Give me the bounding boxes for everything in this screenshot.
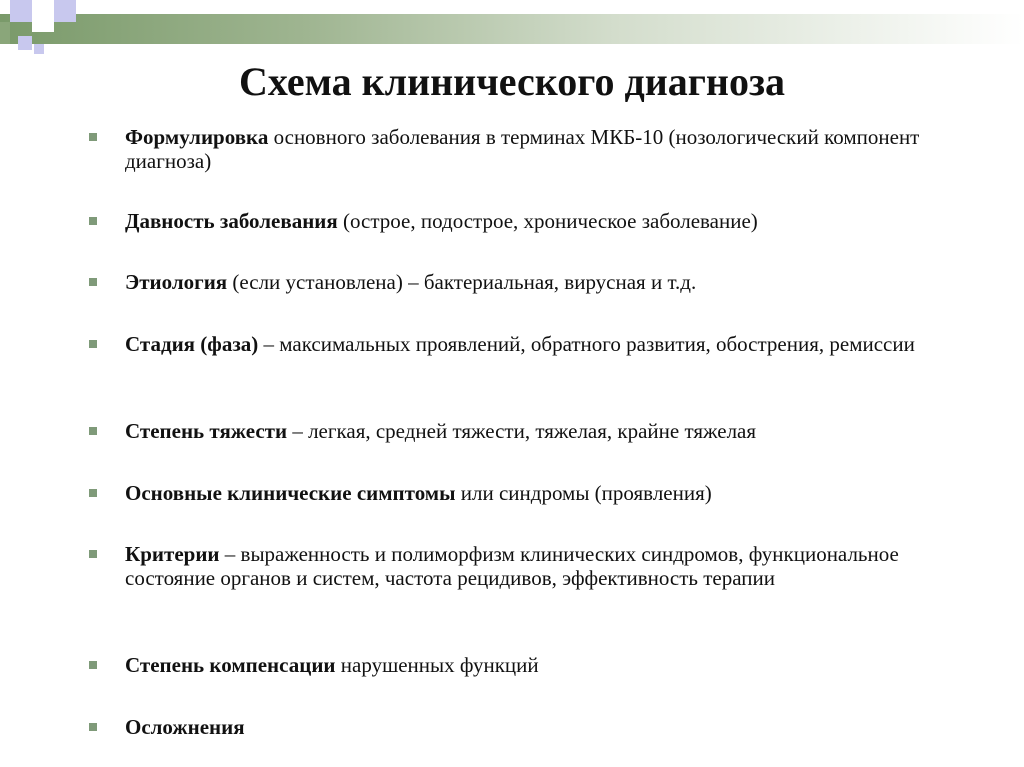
bullet-item	[89, 270, 969, 294]
bullet-rest: (если установлена) – бактериальная, вирусная и т.д.	[227, 270, 697, 294]
bullet-text	[125, 481, 969, 505]
bullet-item	[89, 419, 969, 443]
square-bullet-icon	[89, 133, 97, 141]
bullet-bold-term: Степень компенсации	[125, 653, 336, 677]
square-bullet-icon	[89, 661, 97, 669]
bullet-text	[125, 715, 969, 739]
bullet-text	[125, 270, 969, 294]
square-bullet-icon	[89, 427, 97, 435]
bullet-item	[89, 715, 969, 739]
bullet-bold-term: Степень тяжести	[125, 419, 288, 443]
bullet-text	[125, 209, 969, 233]
bullet-item	[89, 481, 969, 505]
bullet-item	[89, 209, 969, 233]
bullet-item	[89, 332, 969, 356]
bullet-rest: – максимальных проявлений, обратного развития, обострения, ремиссии	[258, 332, 915, 356]
square-bullet-icon	[89, 550, 97, 558]
bullet-item	[89, 542, 969, 590]
bullet-item	[89, 653, 969, 677]
bullet-bold-term: Этиология	[125, 270, 228, 294]
bullet-item	[89, 125, 969, 173]
bullet-text	[125, 419, 969, 443]
bullet-text	[125, 653, 969, 677]
bullet-text	[125, 542, 969, 590]
slide-title: Схема клинического диагноза	[238, 59, 786, 104]
square-bullet-icon	[89, 723, 97, 731]
bullet-text	[125, 125, 969, 173]
square-bullet-icon	[89, 340, 97, 348]
bullet-bold-term: Критерии	[125, 542, 220, 566]
square-bullet-icon	[89, 278, 97, 286]
bullet-text	[125, 332, 969, 356]
bullet-bold-term: Давность заболевания	[125, 209, 338, 233]
bullet-rest: (острое, подострое, хроническое заболевание)	[337, 209, 758, 233]
bullet-rest: или синдромы (проявления)	[455, 481, 712, 505]
bullet-bold-term: Основные клинические симптомы	[125, 481, 456, 505]
bullet-rest: основного заболевания в терминах МКБ-10 (нозологический компонент диагноза)	[125, 125, 920, 173]
bullet-bold-term: Формулировка	[125, 125, 269, 149]
bullet-rest: нарушенных функций	[335, 653, 539, 677]
square-bullet-icon	[89, 217, 97, 225]
bullet-bold-term: Стадия (фаза)	[125, 332, 259, 356]
square-bullet-icon	[89, 489, 97, 497]
bullet-bold-term: Осложнения	[125, 715, 245, 739]
bullet-rest: – выраженность и полиморфизм клинических синдромов, функциональное состояние органов и систем, частота рецидивов, эффективность терапии	[125, 542, 899, 590]
bullet-rest: – легкая, средней тяжести, тяжелая, крайне тяжелая	[287, 419, 757, 443]
